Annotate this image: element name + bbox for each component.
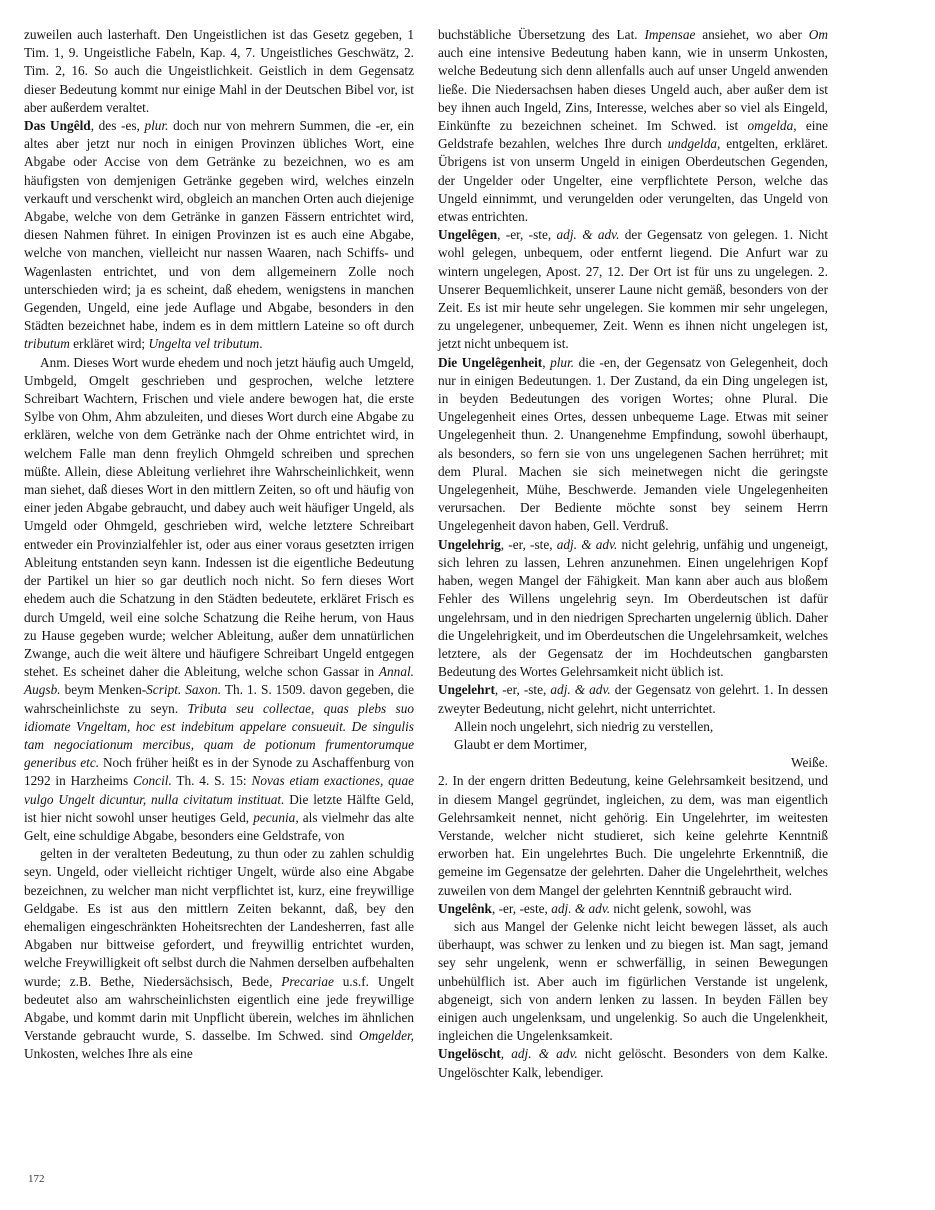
page-number: 172 [28, 1173, 45, 1185]
paragraph-text: zuweilen auch lasterhaft. Den Ungeistlichen ist das Gesetz gegeben, 1 Tim. 1, 9. Ungeistliche Fabeln, Kap. 4, 7. Ungeistliches Geschwätz, 2. Tim. 2, 16. So auch die Ungeistlichkeit. Geistlich in dem Gegensatz dieser Bedeutung kommt nur einige Mahl in der Deutschen Bibel vor, ist aber außerdem veraltet. [24, 27, 414, 115]
entry-text: doch nur von mehrern Summen, die -er, ein altes aber jetzt nur noch in einigen Provinzen übliches Wort, eine Abgabe oder Accise von dem Getränke zu bezeichnen, wo es am häufigsten von demjenigen Getränke gegeben wird, welches einzeln verkauft und verschenkt wird, obgleich an manchen Orten auch diejenige Abgabe, welche von dem Getränke in ganzen Fässern entrichtet wird, diesen Nahmen führet. In einigen Provinzen ist es auch eine Abgabe, welche von manchen, vielleicht nur nassen Waaren, nach Schiffs- und Wagenlasten entrichtet, und von dem allgemeinern Zolle noch unterschieden wird; ja es scheint, daß ehedem, wenigstens in manchen Gegenden, Ungeld, eine jede Auflage und Abgabe, besonders in den Städten bezeichnet habe, indem es in dem mittlern Lateine so oft durch [24, 118, 414, 334]
paragraph-text: eine Geldstrafe bezahlen, welches Ihre durch [438, 118, 828, 152]
entry-italic: adj. & adv. [556, 227, 620, 243]
verse-line: Allein noch ungelehrt, sich niedrig zu verstellen, [454, 718, 714, 734]
entry-text: , -er, -ste, [494, 682, 551, 698]
entry-text: , [542, 354, 551, 370]
right-column [438, 26, 828, 1082]
annotation-text: Die letzte Hälfte Geld, ist hier nicht sowohl unser heutiges Geld, [24, 791, 414, 825]
entry-ungelegenheit [438, 354, 828, 536]
entry-headword: Die Ungelêgenheit [438, 354, 543, 370]
paragraph-text: ansiehet, wo aber [695, 27, 809, 42]
entry-text: nicht gelehrig, unfähig und ungeneigt, sich lehren zu lassen, Lehren anzunehmen. Einen ungelehrigen Kopf haben, wegen Mangel der Fähigkeit. Man kann aber auch aus bloßem Fehler des Willens ungelehrig seyn. Im Oberdeutschen ist dafür ungelehrsam, und in den niedrigen Sprecharten ungelernig üblich. Daher die Ungelehrigkeit, und im Oberdeutschen die Ungelehrsamkeit, welches letztere, als der Gegensatz der im Hochdeutschen gangbarsten Bedeutung des Wortes Gelehrsamkeit nicht üblich ist. [438, 536, 829, 680]
entry-text: der Gegensatz von gelegen. 1. Nicht wohl gelegen, unbequem, oder entfernt liegend. Die Anfurt war zu wintern ungelegen, Apost. 27, 12. Der Ort ist für uns zu ungelegen. 2. Unserer Bequemlichkeit, unserer Laune nicht gemäß, besonders von der Zeit. Es ist mir heute sehr ungelegen. Sie kommen mir sehr ungelegen, zu ungelegener, unbequemer, Zeit. Wenn es ihnen nicht ungelegen ist, jetzt nicht unbequem ist. [438, 227, 828, 352]
verse-line: Glaubt er dem Mortimer, [454, 736, 588, 752]
entry-headword: Ungelöscht [438, 1046, 501, 1062]
entry-text: erkläret wird; [69, 336, 149, 352]
entry-text: , -er, -ste, [497, 227, 557, 243]
annotation-text: als vielmehr das alte Gelt, eine schuldige Abgabe, besonders eine Geldstrafe, von [24, 809, 415, 843]
annotation-italic: Omgelder, [358, 1028, 414, 1044]
entry-ungelehrt [438, 681, 828, 717]
annotation-italic: Novas etiam exactiones, quae vulgo Ungelt dicuntur, nulla civitatum instituat. [24, 773, 414, 807]
paragraph-text: 2. In der engern dritten Bedeutung, keine Gelehrsamkeit besitzend, und in diesem Mangel gegründet, ingleichen, zu dem, was man eigentlich Gelehrsamkeit nennet, nicht gehörig. Ein Ungelehrter, im weitesten Verstande, welcher nicht studieret, sich keine gelehrte Kenntniß erworben hat. Ein ungelehrtes Buch. Die ungelehrte Erkenntniß, die gemeine im Gegensatze der gelehrten. Daher die Ungelehrtheit, welches zuweilen von dem Mangel der gelehrten Kenntniß gebraucht wird. [438, 773, 828, 898]
entry-italic: adj. & adv. [551, 900, 611, 916]
entry-headword: Ungelehrt [438, 682, 495, 698]
annotation-text: Th. 4. S. 15: [171, 773, 252, 789]
paragraph [24, 26, 414, 117]
entry-ungeld [24, 117, 414, 354]
entry-text: nicht gelenk, sowohl, was [610, 900, 752, 916]
annotation-text: Noch früher heißt es in der Synode zu Aschaffenburg von 1292 in Harzheims [24, 755, 414, 789]
annotation-italic: Precariae [281, 973, 334, 989]
paragraph-italic: Impensae [644, 27, 696, 42]
entry-italic: Ungelta vel tributum [148, 336, 260, 352]
annotation-text: gelten in der veralteten Bedeutung, zu thun oder zu zahlen schuldig seyn. Ungeld, oder vielleicht richtiger Ungelt, würde also eine Abgabe bezeichnen, zu welcher man nicht verpflichtet ist, kurz, eine freywillige Geldgabe. Es ist aus den mittlern Zeiten bekannt, daß, bey den ehemaligen eingeschränkten Hoheitsrechten der Landesherren, fast alle Abgaben nur bittweise gefordert, und freywillig entrichtet wurden, welche Freywilligkeit oft selbst durch die Nahmen derselben aufbehalten wurde; z.B. Bethe, Niedersächsisch, Bede, [24, 846, 414, 989]
paragraph-text: sich aus Mangel der Gelenke nicht leicht bewegen lässet, als auch überhaupt, was schwer zu lenken und zu biegen ist. Man sagt, jemand sey sehr ungelenk, wenn er schwerfällig, in seinen Bewegungen unbehülflich ist. Aber auch im figürlichen Verstande ist ungelenk, abgeneigt, sich von andern lenken zu lassen. In beyden Fällen bey einigen auch ungelenksam, und ungelenkig. So auch die Ungelenkheit, ingleichen die Ungelenksamkeit. [438, 918, 828, 1044]
entry-text: , [500, 1046, 512, 1062]
left-column [24, 26, 414, 1064]
entry-text: nicht gelöscht. Besonders von dem Kalke. Ungelöschter Kalk, lebendiger. [438, 1046, 828, 1080]
annotation-italic: Concil. [133, 773, 172, 789]
annotation-continuation [24, 845, 414, 1063]
annotation-italic: Tributa seu collectae, quas plebs suo idiomate Vngeltam, hoc est indebitum appelare consueuit. De singulis tam negociationum mercibus, quam de potionum frumentorumque generibus etc. [24, 700, 414, 771]
entry-continuation [438, 918, 828, 1045]
entry-ungeloescht [438, 1045, 828, 1081]
verse-attribution: Weiße. [791, 755, 828, 771]
entry-headword: Das Ungêld [24, 118, 91, 134]
entry-text: . [259, 336, 263, 352]
paragraph-italic: undgelda, [667, 136, 721, 152]
annotation-text: Unkosten, welches Ihre als eine [24, 1046, 193, 1062]
entry-headword: Ungelehrig [438, 536, 501, 552]
paragraph-text: entgelten, erkläret. Übrigens ist von unserm Ungeld in einigen Oberdeutschen Gegenden, der Ungelder oder Ungelter, eine verpflichtete Person, welche das Ungeld einnimmt, und verungelden oder verungelten, das Ungeld von etwas entrichten. [438, 136, 828, 225]
annotation-italic: pecunia, [253, 809, 299, 825]
paragraph-italic: omgelda, [747, 118, 797, 134]
annotation-text: Anm. Dieses Wort wurde ehedem und noch jetzt häufig auch Umgeld, Umbgeld, Omgelt geschrieben und gesprochen, welche letztere Schreibart Wachtern, Frischen und viele andere bewogen hat, die erste Sylbe von Ohm, Ahm abzuleiten, und dieses Wort durch eine Abgabe zu erklären, welche von dem Getränke nach der Ohme entrichtet wird, in welchem Falle man denn freylich Ohmgeld schreiben und sprechen müßte. Allein, diese Ableitung verliehret ihre Wahrscheinlichkeit, wenn man siehet, daß dieses Wort in den mittlern Zeiten, so oft und häufig von einer jeden Abgabe gebraucht, und dabey auch weit häufiger Ungeld, als Umgeld oder Ohmgeld, geschrieben wird, welche letztere Schreibart entweder ein Provinzialfehler ist, oder aus einer voraus gesetzten irrigen Ableitung entstanden seyn kann. Indessen ist die eigentliche Bedeutung der Partikel un hier so gar deutlich noch nicht. So fern dieses Wort ehedem auch die Schatzung in den Städten bedeutete, erkläret Frisch es durch Umgeld, weil eine solche Schatzung die Reihe herum, von Haus zu Hause gegeben wurde; welcher Ableitung, außer dem unnatürlichen Zwange, auch die weit ältere und häufigere Schreibart Ungeld entgegen stehet. Es scheinet daher die Ableitung, welche schon Gassar in [24, 354, 414, 680]
entry-italic: plur. [144, 118, 169, 134]
entry-italic: tributum [24, 336, 70, 352]
paragraph [438, 26, 828, 226]
entry-text: die -en, der Gegensatz von Gelegenheit, doch nur in einigen Bedeutungen. 1. Der Zustand, da ein Ding ungelegen ist, in beyden Bedeutungen des vorigen Wortes; ohne Plural. Die Ungelegenheit eines Ortes, dessen unbequeme Lage. Etwas mit seiner Ungelegenheit thun. 2. Unangenehme Empfindung, sowohl überhaupt, als besonders, so fern sie von uns ungelegenen Sachen herrühret; mit dem Plural. Machen sie sich meinetwegen nicht die geringste Ungelegenheit, Mühe, Beschwerde. Jemanden viele Ungelegenheiten verursachen. Der Bediente möchte sonst bey seinem Herrn Ungelegenheit davon haben, Gell. Verdruß. [438, 354, 828, 534]
entry-ungelehrig [438, 536, 828, 682]
entry-text: , -er, -ste, [500, 536, 557, 552]
annotation-italic: Script. Saxon. [146, 682, 222, 698]
entry-text: , des -es, [90, 118, 145, 134]
entry-headword: Ungelênk [438, 900, 492, 916]
entry-ungelenk [438, 900, 828, 918]
paragraph-text: buchstäbliche Übersetzung des Lat. [438, 27, 645, 42]
entry-ungelegen [438, 226, 828, 353]
annotation-text: beym Menken- [60, 682, 147, 698]
annotation-text: Th. 1. S. 1509. davon gegeben, die wahrscheinlichste zu seyn. [24, 682, 414, 716]
entry-italic: plur. [550, 354, 575, 370]
annotation-text: u.s.f. Ungelt bedeutet also am wahrscheinlichsten eigentlich eine jede freywillige Abgabe, und kommt darin mit Unpflicht überein, welches im ähnlichen Verstande gebraucht wurde, S. dasselbe. Im Schwed. sind [24, 973, 415, 1044]
entry-text: , -er, -este, [491, 900, 552, 916]
paragraph-italic: Om [808, 27, 828, 42]
entry-italic: adj. & adv. [550, 682, 611, 698]
entry-italic: adj. & adv. [556, 536, 618, 552]
entry-text: der Gegensatz von gelehrt. 1. In dessen zweyter Bedeutung, nicht gelehrt, nicht unterrichtet. [438, 682, 829, 716]
annotation-italic: Annal. Augsb. [24, 664, 414, 698]
paragraph-text: auch eine intensive Bedeutung haben kann, wie in unserm Unkosten, welche Bedeutung sich denn allenfalls auch auf unser Ungeld anwenden ließe. Die Niedersachsen haben dieses Ungeld auch, aber außer dem ist bey ihnen auch Ingeld, Zins, Interesse, welches aber so viel als Eingeld, Einkünfte zu bezeichnen scheinet. Im Schwed. ist [438, 45, 828, 134]
paragraph [438, 772, 828, 899]
entry-italic: adj. & adv. [511, 1046, 578, 1062]
annotation-paragraph [24, 354, 414, 845]
entry-headword: Ungelêgen [438, 227, 498, 243]
